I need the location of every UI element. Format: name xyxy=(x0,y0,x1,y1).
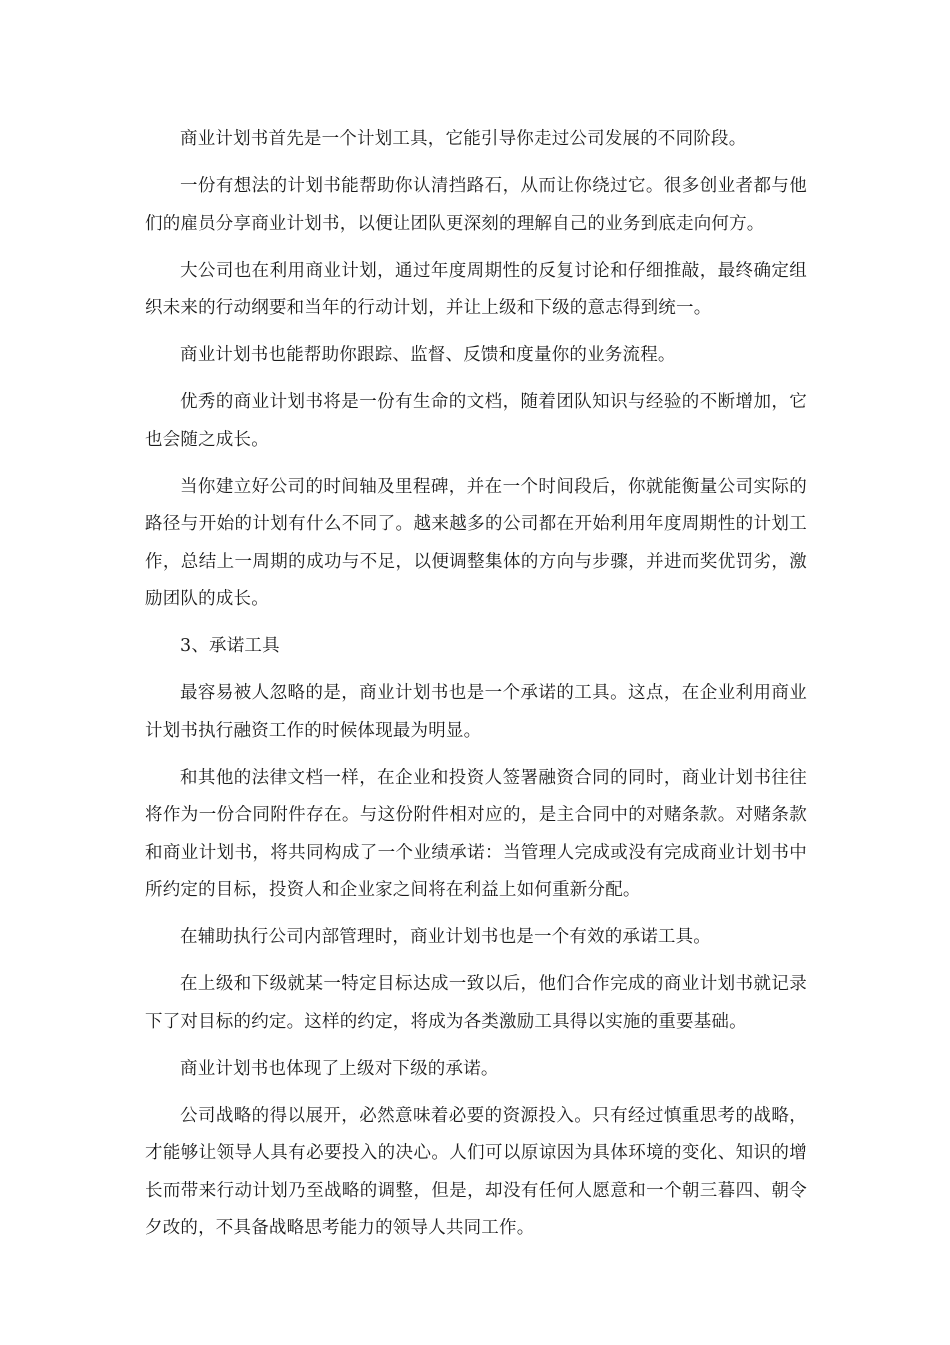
paragraph-plan-tool-intro: 商业计划书首先是一个计划工具，它能引导你走过公司发展的不同阶段。 xyxy=(180,129,747,149)
paragraph-superior-commitment: 商业计划书也体现了上级对下级的承诺。 xyxy=(180,1058,499,1079)
paragraph-obstacles: 一份有想法的计划书能帮助你认清挡路石，从而让你绕过它。很多创业者都与他们的雇员分享商业计划书，以便让团队更深刻的理解自己的业务到底走向何方。 xyxy=(145,176,807,234)
paragraph-legal-documents: 和其他的法律文档一样，在企业和投资人签署融资合同的同时，商业计划书往往将作为一份合同附件存在。与这份附件相对应的，是主合同中的对赌条款。对赌条款和商业计划书，将共同构成了一个业绩承诺：当管理人完成或没有完成商业计划书中所约定的目标，投资人和企业家之间将在利益上如何重新分配。 xyxy=(145,767,807,900)
paragraph-tracking: 商业计划书也能帮助你跟踪、监督、反馈和度量你的业务流程。 xyxy=(180,345,676,365)
paragraph-agreement-record: 在上级和下级就某一特定目标达成一致以后，他们合作完成的商业计划书就记录下了对目标的约定。这样的约定，将成为各类激励工具得以实施的重要基础。 xyxy=(145,974,807,1032)
document-body xyxy=(145,121,807,1257)
paragraph-living-document: 优秀的商业计划书将是一份有生命的文档，随着团队知识与经验的不断增加，它也会随之成长。 xyxy=(145,392,807,450)
paragraph-strategy: 公司战略的得以展开，必然意味着必要的资源投入。只有经过慎重思考的战略，才能够让领导人具有必要投入的决心。人们可以原谅因为具体环境的变化、知识的增长而带来行动计划乃至战略的调整，但是，却没有任何人愿意和一个朝三暮四、朝令夕改的，不具备战略思考能力的领导人共同工作。 xyxy=(145,1105,807,1238)
paragraph-internal-management: 在辅助执行公司内部管理时，商业计划书也是一个有效的承诺工具。 xyxy=(180,927,711,947)
paragraph-milestones: 当你建立好公司的时间轴及里程碑，并在一个时间段后，你就能衡量公司实际的路径与开始的计划有什么不同了。越来越多的公司都在开始利用年度周期性的计划工作，总结上一周期的成功与不足，以便调整集体的方向与步骤，并进而奖优罚劣，激励团队的成长。 xyxy=(145,476,807,609)
paragraph-commitment-overlooked: 最容易被人忽略的是，商业计划书也是一个承诺的工具。这点，在企业利用商业计划书执行融资工作的时候体现最为明显。 xyxy=(145,683,807,741)
paragraph-large-companies: 大公司也在利用商业计划，通过年度周期性的反复讨论和仔细推敲，最终确定组织未来的行动纲要和当年的行动计划，并让上级和下级的意志得到统一。 xyxy=(145,260,807,318)
section-heading-commitment-tool: 3、承诺工具 xyxy=(180,636,280,656)
